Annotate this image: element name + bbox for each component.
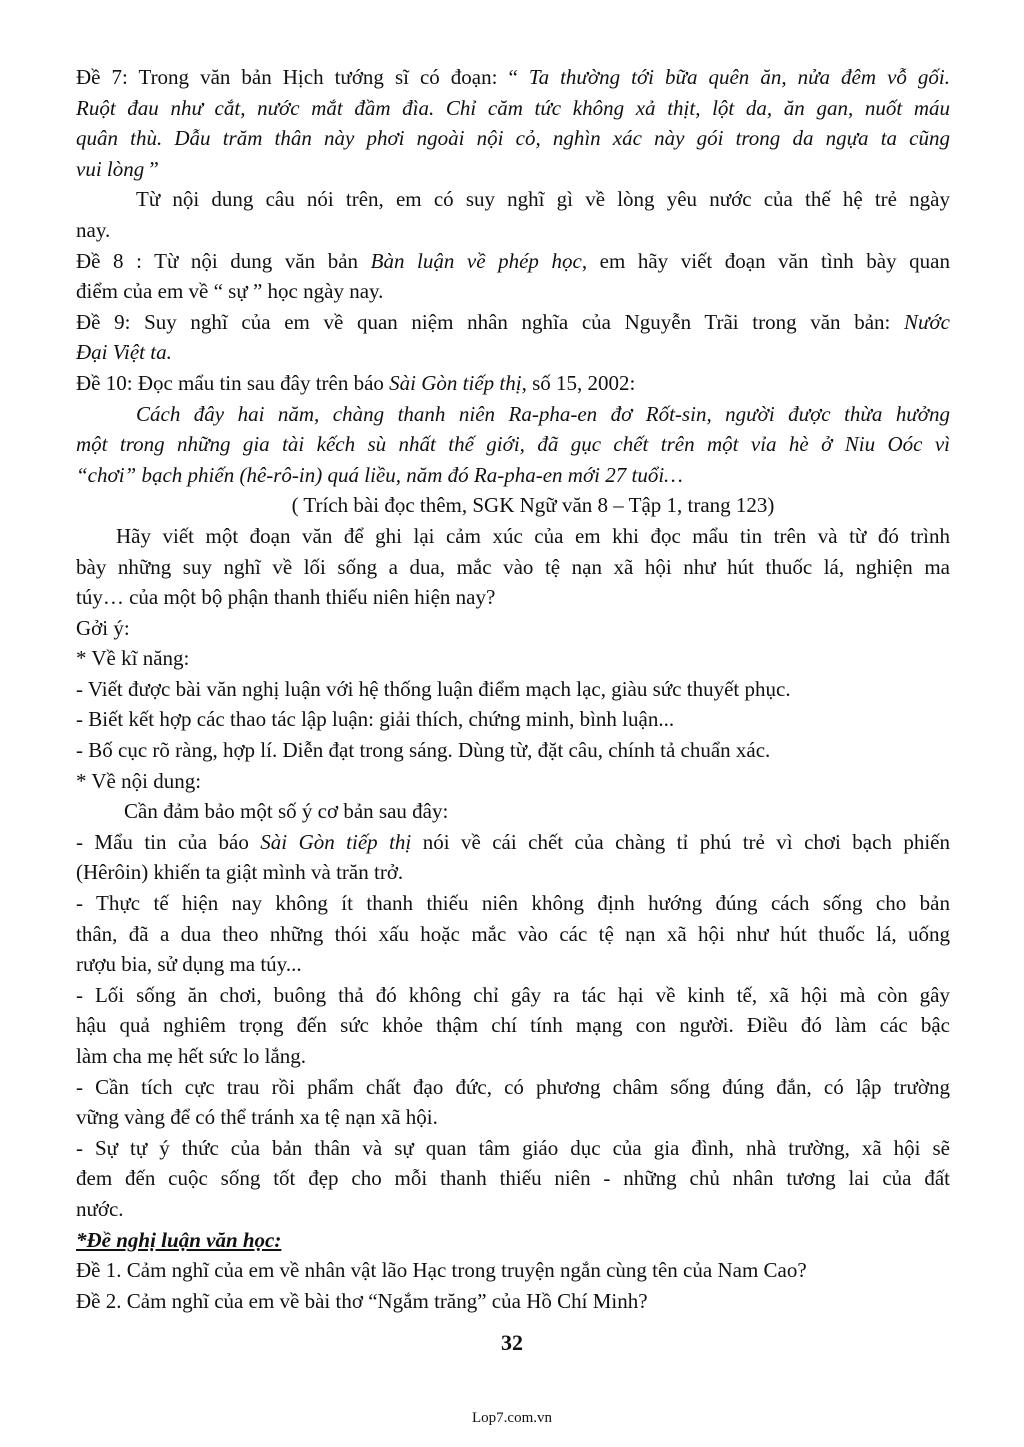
content-item-2-line-2: thân, đã a dua theo những thói xấu hoặc mắc vào các tệ nạn xã hội như hút thuốc lá, uống <box>76 921 950 946</box>
de10-text-a: Đề 10: Đọc mẩu tin sau đây trên báo <box>76 370 390 395</box>
literary-de-2: Đề 2. Cảm nghĩ của em về bài thơ “Ngắm trăng” của Hồ Chí Minh? <box>76 1288 648 1313</box>
content-item-1-line-1 <box>76 827 950 858</box>
de8-line-2: điểm của em về “ sự ” học ngày nay. <box>76 279 384 304</box>
de7-quote-line-3: quân thù. Dẫu trăm thân này phơi ngoài nội cỏ, nghìn xác này gói trong da ngựa ta cũng <box>76 126 950 151</box>
de9-text-a: Đề 9: Suy nghĩ của em về quan niệm nhân nghĩa của Nguyễn Trãi trong văn bản: <box>76 309 904 334</box>
de10-news-line-2: một trong những gia tài kếch sù nhất thế giới, đã gục chết trên một vỉa hè ở Niu Oóc vì <box>76 432 950 457</box>
literary-heading-text: *Đề nghị luận văn học: <box>76 1227 282 1252</box>
literary-de-1: Đề 1. Cảm nghĩ của em về nhân vật lão Hạc trong truyện ngắn cùng tên của Nam Cao? <box>76 1258 807 1283</box>
de7-quote: Ta thường tới bữa quên ăn, nửa đêm vỗ gối. <box>528 65 950 89</box>
skill-item-3: - Bố cục rõ ràng, hợp lí. Diễn đạt trong sáng. Dùng từ, đặt câu, chính tả chuẩn xác. <box>76 738 771 763</box>
content-item-4-line-1: - Cần tích cực trau rồi phẩm chất đạo đức, có phương châm sống đúng đắn, có lập trường <box>76 1074 950 1099</box>
de9-title-a: Nước <box>904 309 950 334</box>
content-item-5-line-3: nước. <box>76 1196 124 1221</box>
de10-text-c: , số 15, 2002: <box>521 370 636 395</box>
c1-text-a: - Mẩu tin của báo <box>76 829 261 854</box>
c1-text-c: nói về cái chết của chàng tỉ phú trẻ vì chơi bạch phiến <box>411 829 950 854</box>
skills-heading: * Về kĩ năng: <box>76 646 190 671</box>
literary-heading <box>76 1225 950 1256</box>
content-item-3-line-3: làm cha mẹ hết sức lo lắng. <box>76 1044 307 1068</box>
content-item-5-line-2: đem đến cuộc sống tốt đẹp cho mỗi thanh thiếu niên - những chủ nhân tương lai của đất <box>76 1166 950 1191</box>
content-item-3-line-1: - Lối sống ăn chơi, buông thả đó không chỉ gây ra tác hại về kinh tế, xã hội mà còn gây <box>76 982 950 1007</box>
skill-item-2: - Biết kết hợp các thao tác lập luận: giải thích, chứng minh, bình luận... <box>76 707 675 732</box>
de8-line-1 <box>76 246 950 277</box>
content-item-4-line-2: vững vàng để có thể tránh xa tệ nạn xã hội. <box>76 1105 438 1130</box>
de10-task-line-1: Hãy viết một đoạn văn để ghi lại cảm xúc của em khi đọc mẩu tin trên và từ đó trình <box>116 523 950 548</box>
de10-news-line-3: “chơi” bạch phiến (hê-rô-in) quá liều, năm đó Ra-pha-en mới 27 tuổi… <box>76 462 683 487</box>
de7-quote-line-4 <box>76 154 950 185</box>
content-item-2-line-1: - Thực tế hiện nay không ít thanh thiếu niên không định hướng đúng cách sống cho bản <box>76 891 950 916</box>
page-number: 32 <box>501 1330 523 1355</box>
de10-newspaper: Sài Gòn tiếp thị <box>389 370 522 395</box>
de10-task-line-3: túy… của một bộ phận thanh thiếu niên hiện nay? <box>76 585 496 610</box>
de9-line-2: Đại Việt ta. <box>76 340 172 365</box>
de7-prefix: Đề 7: Trong văn bản Hịch tướng sĩ có đoạn: “ <box>76 65 529 89</box>
de10-line-1 <box>76 368 950 399</box>
content-item-1-line-2: (Hêrôin) khiến ta giật mình và trăn trở. <box>76 860 404 885</box>
content-intro: Cần đảm bảo một số ý cơ bản sau đây: <box>124 799 449 824</box>
de10-news-line-1: Cách đây hai năm, chàng thanh niên Ra-pha-en đơ Rốt-sin, người được thừa hưởng <box>136 401 950 426</box>
de8-text-a: Đề 8 : Từ nội dung văn bản <box>76 248 371 273</box>
content-item-2-line-3: rượu bia, sử dụng ma túy... <box>76 952 302 977</box>
footer-site: Lop7.com.vn <box>472 1410 552 1426</box>
skill-item-1: - Viết được bài văn nghị luận với hệ thống luận điểm mạch lạc, giàu sức thuyết phục. <box>76 676 791 701</box>
de7-quote-line-2: Ruột đau như cắt, nước mắt đầm đìa. Chỉ căm tức không xả thịt, lột da, ăn gan, nuốt máu <box>76 95 950 120</box>
de10-source: ( Trích bài đọc thêm, SGK Ngữ văn 8 – Tập 1, trang 123) <box>291 493 775 518</box>
de7-line-1 <box>76 62 950 93</box>
de10-task-line-2: bày những suy nghĩ về lối sống a dua, mắc vào tệ nạn xã hội như hút thuốc lá, nghiện ma <box>76 554 950 579</box>
de7-quote-close: ” <box>144 156 159 181</box>
c1-newspaper: Sài Gòn tiếp thị <box>260 829 412 854</box>
de7-question-line-1: Từ nội dung câu nói trên, em có suy nghĩ gì về lòng yêu nước của thế hệ trẻ ngày <box>136 187 950 212</box>
de9-line-1 <box>76 307 950 338</box>
content-item-3-line-2: hậu quả nghiêm trọng đến sức khỏe thậm chí tính mạng con người. Điều đó làm các bậc <box>76 1013 950 1038</box>
document-page <box>76 62 950 1316</box>
content-item-5-line-1: - Sự tự ý thức của bản thân và sự quan tâm giáo dục của gia đình, nhà trường, xã hội sẽ <box>76 1135 950 1160</box>
de7-question-line-2: nay. <box>76 217 111 242</box>
de8-text-c: , em hãy viết đoạn văn tình bày quan <box>581 248 950 273</box>
de8-title: Bàn luận về phép học <box>370 248 582 273</box>
content-heading: * Về nội dung: <box>76 768 202 793</box>
hint-title: Gởi ý: <box>76 615 130 640</box>
de7-quote-end: vui lòng <box>76 156 145 181</box>
